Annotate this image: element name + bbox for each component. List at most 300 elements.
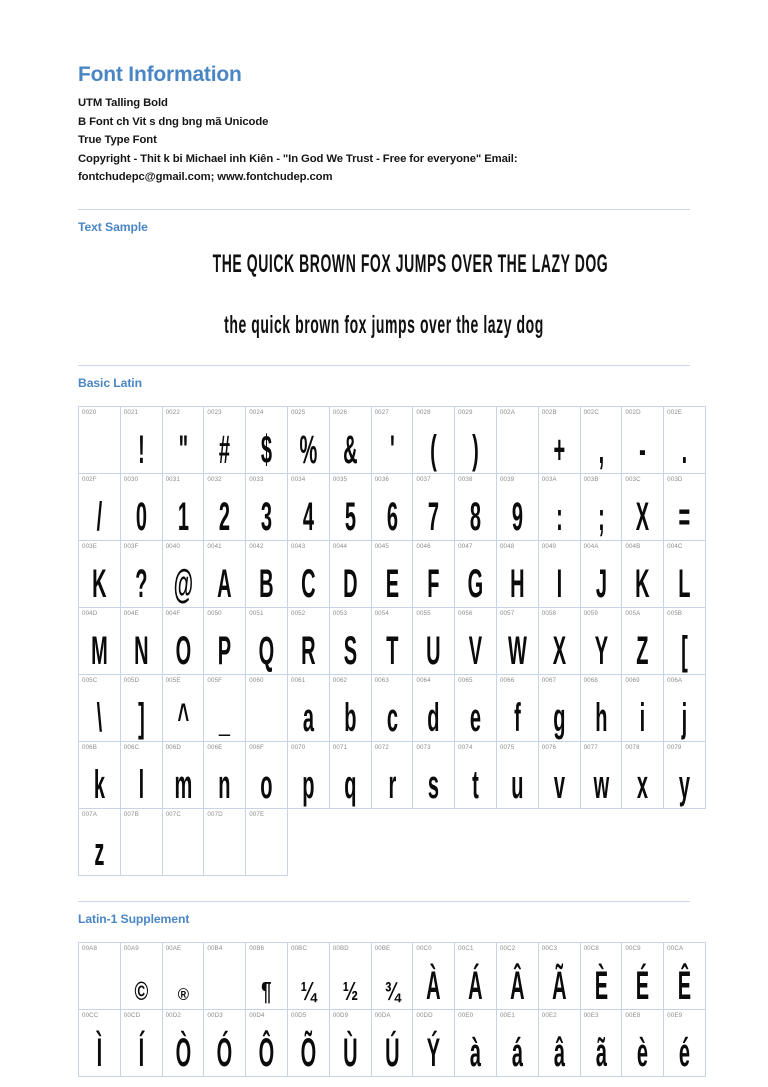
glyph-cell[interactable] (204, 540, 246, 607)
glyph-character: © (134, 975, 149, 1006)
glyph-codepoint-label: 00A9 (123, 944, 139, 952)
glyph-cell[interactable] (120, 540, 162, 607)
glyph-codepoint-label: 0064 (416, 676, 431, 684)
glyph-cell[interactable] (204, 406, 246, 473)
glyph-table-basic-latin (78, 406, 706, 876)
glyph-codepoint-label: 0054 (374, 609, 389, 617)
glyph-cell[interactable] (287, 741, 329, 808)
glyph-codepoint-label: 0027 (374, 408, 389, 416)
glyph-cell[interactable] (79, 540, 121, 607)
glyph-codepoint-label: 00E8 (625, 1011, 641, 1019)
glyph-character: ; (597, 494, 605, 539)
glyph-cell[interactable] (455, 1009, 497, 1076)
glyph-character: À (426, 963, 441, 1008)
glyph-character: V (468, 628, 483, 673)
glyph-character: = (678, 494, 691, 539)
glyph-table-row (79, 607, 706, 674)
glyph-character: m (174, 762, 192, 807)
glyph-cell[interactable] (204, 473, 246, 540)
glyph-cell[interactable] (413, 607, 455, 674)
glyph-character: @ (173, 561, 193, 606)
glyph-cell[interactable] (287, 406, 329, 473)
glyph-codepoint-label: 005C (82, 676, 98, 684)
glyph-cell[interactable] (455, 942, 497, 1009)
glyph-cell[interactable] (371, 540, 413, 607)
glyph-codepoint-label: 0044 (332, 542, 348, 550)
glyph-character: E (385, 561, 399, 606)
glyph-cell[interactable] (120, 674, 162, 741)
glyph-character: & (342, 427, 358, 472)
glyph-codepoint-label: 0067 (541, 676, 557, 684)
glyph-codepoint-label: 003D (667, 475, 683, 483)
glyph-codepoint-label: 00D3 (207, 1011, 223, 1019)
glyph-cell[interactable] (246, 607, 288, 674)
glyph-cell[interactable] (287, 1009, 329, 1076)
glyph-cell[interactable] (413, 473, 455, 540)
glyph-character: Z (636, 628, 649, 673)
glyph-character: Ì (96, 1030, 103, 1075)
glyph-cell[interactable] (120, 473, 162, 540)
glyph-character: Í (138, 1030, 144, 1075)
glyph-character: ^ (177, 695, 189, 740)
glyph-cell[interactable] (371, 607, 413, 674)
glyph-codepoint-label: 00C9 (625, 944, 641, 952)
glyph-cell[interactable] (538, 741, 580, 808)
glyph-table-row (79, 741, 706, 808)
glyph-codepoint-label: 0052 (290, 609, 306, 617)
glyph-cell[interactable] (538, 1009, 580, 1076)
glyph-table-row (79, 1009, 706, 1076)
glyph-cell[interactable] (664, 540, 706, 607)
glyph-cell[interactable] (162, 674, 204, 741)
glyph-codepoint-label: 0058 (541, 609, 557, 617)
glyph-cell[interactable] (371, 1009, 413, 1076)
glyph-cell[interactable] (287, 540, 329, 607)
glyph-cell[interactable] (120, 406, 162, 473)
glyph-codepoint-label: 0077 (583, 743, 598, 751)
glyph-codepoint-label: 0056 (458, 609, 473, 617)
glyph-character: i (639, 695, 646, 740)
glyph-codepoint-label: 005A (625, 609, 641, 617)
glyph-character: 5 (344, 494, 356, 539)
glyph-character: K (92, 561, 107, 606)
glyph-codepoint-label: 0057 (499, 609, 515, 617)
glyph-codepoint-label: 0049 (541, 542, 557, 550)
glyph-character: % (299, 427, 318, 472)
glyph-cell[interactable] (287, 942, 329, 1009)
glyph-codepoint-label: 0050 (207, 609, 222, 617)
glyph-character: f (514, 695, 521, 740)
glyph-cell[interactable] (413, 540, 455, 607)
glyph-character: h (594, 695, 608, 740)
glyph-codepoint-label: 0070 (290, 743, 306, 751)
glyph-codepoint-label: 004A (583, 542, 599, 550)
glyph-cell[interactable] (455, 674, 497, 741)
glyph-codepoint-label: 005D (123, 676, 140, 684)
glyph-cell[interactable] (287, 607, 329, 674)
glyph-cell[interactable] (371, 674, 413, 741)
glyph-character: D (342, 561, 358, 606)
glyph-character: ¼ (300, 975, 317, 1006)
glyph-character: 9 (511, 494, 523, 539)
glyph-cell-empty-filler (622, 808, 664, 875)
glyph-character: 0 (135, 494, 147, 539)
glyph-cell[interactable] (246, 1009, 288, 1076)
font-contact-line: fontchudepc@gmail.com; www.fontchudep.com (78, 171, 333, 183)
glyph-codepoint-label: 005E (165, 676, 181, 684)
glyph-cell[interactable] (79, 674, 121, 741)
glyph-codepoint-label: 0039 (499, 475, 515, 483)
glyph-cell[interactable] (79, 942, 121, 1009)
glyph-cell[interactable] (413, 674, 455, 741)
glyph-character: A (217, 561, 233, 606)
glyph-cell[interactable] (162, 942, 204, 1009)
glyph-cell[interactable] (496, 674, 538, 741)
glyph-codepoint-label: 004B (625, 542, 641, 550)
text-sample-block (78, 235, 690, 365)
glyph-codepoint-label: 002F (82, 475, 97, 483)
glyph-codepoint-label: 002E (667, 408, 683, 416)
glyph-cell-empty-filler (287, 808, 329, 875)
glyph-cell[interactable] (664, 406, 706, 473)
glyph-character: Õ (300, 1030, 317, 1075)
glyph-cell[interactable] (329, 674, 371, 741)
glyph-cell[interactable] (496, 741, 538, 808)
glyph-cell[interactable] (79, 406, 121, 473)
glyph-cell[interactable] (455, 540, 497, 607)
glyph-codepoint-label: 006F (249, 743, 264, 751)
glyph-codepoint-label: 0025 (290, 408, 306, 416)
glyph-codepoint-label: 00E3 (583, 1011, 599, 1019)
glyph-cell[interactable] (204, 607, 246, 674)
glyph-cell[interactable] (496, 540, 538, 607)
glyph-character: 2 (219, 494, 231, 539)
glyph-character: j (681, 695, 688, 740)
section-heading-latin1-supplement: Latin-1 Supplement (78, 911, 190, 926)
glyph-table-row (79, 808, 706, 875)
glyph-codepoint-label: 0024 (249, 408, 264, 416)
glyph-cell[interactable] (204, 808, 246, 875)
glyph-codepoint-label: 007E (249, 810, 265, 818)
glyph-codepoint-label: 0021 (123, 408, 139, 416)
glyph-character: 1 (177, 494, 189, 539)
glyph-character: U (426, 628, 441, 673)
glyph-cell-empty-filler (664, 808, 706, 875)
glyph-codepoint-label: 00BE (374, 944, 391, 952)
glyph-cell[interactable] (329, 1009, 371, 1076)
page-content (78, 0, 690, 1077)
glyph-cell[interactable] (204, 741, 246, 808)
glyph-cell[interactable] (204, 674, 246, 741)
glyph-cell[interactable] (622, 607, 664, 674)
glyph-cell[interactable] (580, 473, 622, 540)
glyph-cell[interactable] (329, 741, 371, 808)
glyph-character: I (556, 561, 562, 606)
glyph-cell[interactable] (622, 674, 664, 741)
glyph-cell[interactable] (664, 473, 706, 540)
glyph-cell[interactable] (371, 473, 413, 540)
glyph-character: 8 (470, 494, 482, 539)
glyph-codepoint-label: 00BC (290, 944, 308, 952)
glyph-character: , (598, 427, 604, 472)
glyph-character: M (91, 628, 108, 673)
glyph-character: K (635, 561, 650, 606)
glyph-character: B (259, 561, 274, 606)
glyph-cell[interactable] (162, 741, 204, 808)
glyph-cell[interactable] (162, 1009, 204, 1076)
glyph-cell[interactable] (120, 808, 162, 875)
glyph-codepoint-label: 004E (123, 609, 139, 617)
glyph-cell[interactable] (204, 942, 246, 1009)
glyph-codepoint-label: 006B (82, 743, 98, 751)
glyph-codepoint-label: 00CA (667, 944, 684, 952)
glyph-cell-empty-filler (538, 808, 580, 875)
glyph-table-row (79, 942, 706, 1009)
glyph-character: 3 (261, 494, 273, 539)
glyph-character: Q (258, 628, 275, 673)
glyph-cell[interactable] (538, 607, 580, 674)
glyph-cell[interactable] (371, 406, 413, 473)
glyph-cell[interactable] (413, 406, 455, 473)
glyph-cell[interactable] (538, 540, 580, 607)
glyph-cell[interactable] (496, 1009, 538, 1076)
glyph-codepoint-label: 0034 (290, 475, 306, 483)
glyph-cell[interactable] (120, 1009, 162, 1076)
glyph-character: y (678, 762, 691, 807)
text-sample-uppercase: THE QUICK BROWN FOX JUMPS OVER THE LAZY DOG (212, 249, 609, 278)
text-sample-lowercase: the quick brown fox jumps over the lazy dog (224, 310, 544, 339)
glyph-cell[interactable] (664, 741, 706, 808)
glyph-cell[interactable] (120, 607, 162, 674)
glyph-character: u (511, 762, 524, 807)
glyph-cell[interactable] (580, 607, 622, 674)
glyph-cell[interactable] (246, 473, 288, 540)
glyph-cell[interactable] (538, 473, 580, 540)
font-description-line: B Font ch Vit s dng bng mã Unicode (78, 115, 269, 128)
glyph-cell[interactable] (79, 741, 121, 808)
glyph-cell[interactable] (455, 741, 497, 808)
glyph-codepoint-label: 0037 (416, 475, 431, 483)
glyph-cell[interactable] (204, 1009, 246, 1076)
glyph-cell[interactable] (580, 1009, 622, 1076)
glyph-cell[interactable] (622, 1009, 664, 1076)
glyph-cell[interactable] (538, 942, 580, 1009)
glyph-cell[interactable] (287, 473, 329, 540)
glyph-cell[interactable] (455, 473, 497, 540)
glyph-character: x (637, 762, 649, 807)
glyph-codepoint-label: 0030 (123, 475, 139, 483)
glyph-codepoint-label: 0079 (667, 743, 682, 751)
glyph-codepoint-label: 0073 (416, 743, 431, 751)
glyph-cell[interactable] (246, 674, 288, 741)
glyph-cell[interactable] (622, 406, 664, 473)
glyph-character: Ã (551, 963, 567, 1008)
glyph-cell[interactable] (664, 1009, 706, 1076)
glyph-codepoint-label: 003C (625, 475, 641, 483)
glyph-cell-empty-filler (371, 808, 413, 875)
glyph-codepoint-label: 00CC (82, 1011, 99, 1019)
glyph-cell[interactable] (622, 741, 664, 808)
glyph-cell[interactable] (120, 741, 162, 808)
glyph-character: á (511, 1030, 523, 1075)
glyph-cell[interactable] (79, 808, 121, 875)
glyph-codepoint-label: 0032 (207, 475, 222, 483)
glyph-codepoint-label: 00CD (123, 1011, 141, 1019)
glyph-codepoint-label: 006A (667, 676, 683, 684)
glyph-character: ½ (342, 975, 358, 1006)
glyph-cell[interactable] (79, 1009, 121, 1076)
glyph-cell[interactable] (413, 741, 455, 808)
glyph-character: S (343, 628, 357, 673)
glyph-cell-empty-filler (455, 808, 497, 875)
glyph-character: â (553, 1030, 565, 1075)
glyph-codepoint-label: 006E (207, 743, 223, 751)
glyph-cell[interactable] (120, 942, 162, 1009)
glyph-cell[interactable] (162, 607, 204, 674)
glyph-cell[interactable] (496, 942, 538, 1009)
glyph-cell[interactable] (162, 406, 204, 473)
glyph-character: v (553, 762, 565, 807)
font-metadata-block (78, 94, 690, 187)
glyph-cell[interactable] (496, 406, 538, 473)
glyph-character: Ù (342, 1030, 358, 1075)
glyph-character: d (427, 695, 440, 740)
glyph-codepoint-label: 00D9 (332, 1011, 349, 1019)
glyph-character: - (639, 427, 647, 472)
glyph-cell[interactable] (329, 473, 371, 540)
glyph-cell[interactable] (246, 540, 288, 607)
glyph-cell[interactable] (246, 808, 288, 875)
glyph-codepoint-label: 0053 (332, 609, 348, 617)
glyph-table-latin1-supplement-body (79, 942, 706, 1076)
glyph-codepoint-label: 00A8 (82, 944, 98, 952)
glyph-character: r (388, 762, 396, 807)
glyph-codepoint-label: 007D (207, 810, 223, 818)
glyph-character: R (301, 628, 316, 673)
glyph-cell[interactable] (329, 942, 371, 1009)
glyph-cell[interactable] (455, 406, 497, 473)
glyph-cell[interactable] (287, 674, 329, 741)
glyph-cell[interactable] (622, 540, 664, 607)
glyph-character: é (678, 1030, 691, 1075)
glyph-cell[interactable] (580, 674, 622, 741)
glyph-codepoint-label: 0040 (165, 542, 180, 550)
glyph-character: g (553, 695, 566, 740)
glyph-cell[interactable] (538, 674, 580, 741)
glyph-cell[interactable] (664, 674, 706, 741)
glyph-cell[interactable] (580, 540, 622, 607)
glyph-codepoint-label: 0042 (249, 542, 264, 550)
glyph-cell[interactable] (162, 808, 204, 875)
glyph-cell[interactable] (329, 406, 371, 473)
glyph-character: e (470, 695, 482, 740)
glyph-codepoint-label: 00E9 (667, 1011, 683, 1019)
glyph-cell[interactable] (413, 1009, 455, 1076)
glyph-codepoint-label: 0072 (374, 743, 389, 751)
glyph-codepoint-label: 002D (625, 408, 641, 416)
glyph-codepoint-label: 0028 (416, 408, 431, 416)
glyph-codepoint-label: 0066 (499, 676, 515, 684)
glyph-cell[interactable] (246, 942, 288, 1009)
glyph-cell[interactable] (162, 540, 204, 607)
glyph-codepoint-label: 003B (583, 475, 599, 483)
glyph-character: ] (137, 695, 145, 740)
glyph-codepoint-label: 00C3 (541, 944, 558, 952)
glyph-codepoint-label: 004C (667, 542, 683, 550)
glyph-codepoint-label: 0055 (416, 609, 431, 617)
glyph-character: ¾ (384, 975, 400, 1006)
glyph-codepoint-label: 0076 (541, 743, 557, 751)
glyph-codepoint-label: 006D (165, 743, 181, 751)
glyph-character: X (552, 628, 566, 673)
glyph-cell[interactable] (371, 942, 413, 1009)
glyph-codepoint-label: 003F (123, 542, 139, 550)
glyph-cell[interactable] (496, 607, 538, 674)
glyph-cell[interactable] (580, 406, 622, 473)
glyph-codepoint-label: 0035 (332, 475, 348, 483)
glyph-codepoint-label: 00BD (332, 944, 349, 952)
glyph-character: b (344, 695, 357, 740)
glyph-cell[interactable] (246, 741, 288, 808)
glyph-cell[interactable] (329, 607, 371, 674)
glyph-character: C (301, 561, 316, 606)
glyph-cell[interactable] (329, 540, 371, 607)
glyph-cell[interactable] (664, 942, 706, 1009)
glyph-codepoint-label: 006C (123, 743, 140, 751)
glyph-cell[interactable] (455, 607, 497, 674)
glyph-cell[interactable] (162, 473, 204, 540)
glyph-cell[interactable] (538, 406, 580, 473)
glyph-cell[interactable] (413, 942, 455, 1009)
glyph-character: T (385, 628, 399, 673)
glyph-cell[interactable] (580, 942, 622, 1009)
glyph-codepoint-label: 00D4 (249, 1011, 265, 1019)
glyph-codepoint-label: 00B6 (249, 944, 265, 952)
glyph-codepoint-label: 00E0 (458, 1011, 474, 1019)
glyph-cell-empty-filler (329, 808, 371, 875)
glyph-cell[interactable] (622, 942, 664, 1009)
glyph-cell[interactable] (79, 473, 121, 540)
glyph-character: w (593, 762, 609, 807)
glyph-codepoint-label: 00D5 (290, 1011, 307, 1019)
glyph-codepoint-label: 0074 (458, 743, 473, 751)
glyph-cell[interactable] (79, 607, 121, 674)
glyph-cell[interactable] (246, 406, 288, 473)
glyph-character: N (133, 628, 149, 673)
glyph-cell[interactable] (371, 741, 413, 808)
glyph-codepoint-label: 003A (541, 475, 557, 483)
glyph-character: P (218, 628, 232, 673)
glyph-cell[interactable] (496, 473, 538, 540)
glyph-cell-empty-filler (580, 808, 622, 875)
glyph-character: O (175, 628, 191, 673)
glyph-character: ) (472, 427, 479, 472)
glyph-character: [ (681, 628, 688, 673)
glyph-character: ¶ (261, 975, 272, 1006)
glyph-character: G (467, 561, 484, 606)
glyph-character: q (344, 762, 357, 807)
glyph-codepoint-label: 0078 (625, 743, 640, 751)
glyph-character: s (428, 762, 440, 807)
glyph-codepoint-label: 002C (583, 408, 599, 416)
glyph-table-latin1-supplement (78, 942, 706, 1077)
glyph-codepoint-label: 0060 (249, 676, 264, 684)
glyph-character: H (510, 561, 525, 606)
glyph-cell[interactable] (580, 741, 622, 808)
glyph-cell[interactable] (622, 473, 664, 540)
glyph-cell[interactable] (664, 607, 706, 674)
glyph-codepoint-label: 00C1 (458, 944, 474, 952)
